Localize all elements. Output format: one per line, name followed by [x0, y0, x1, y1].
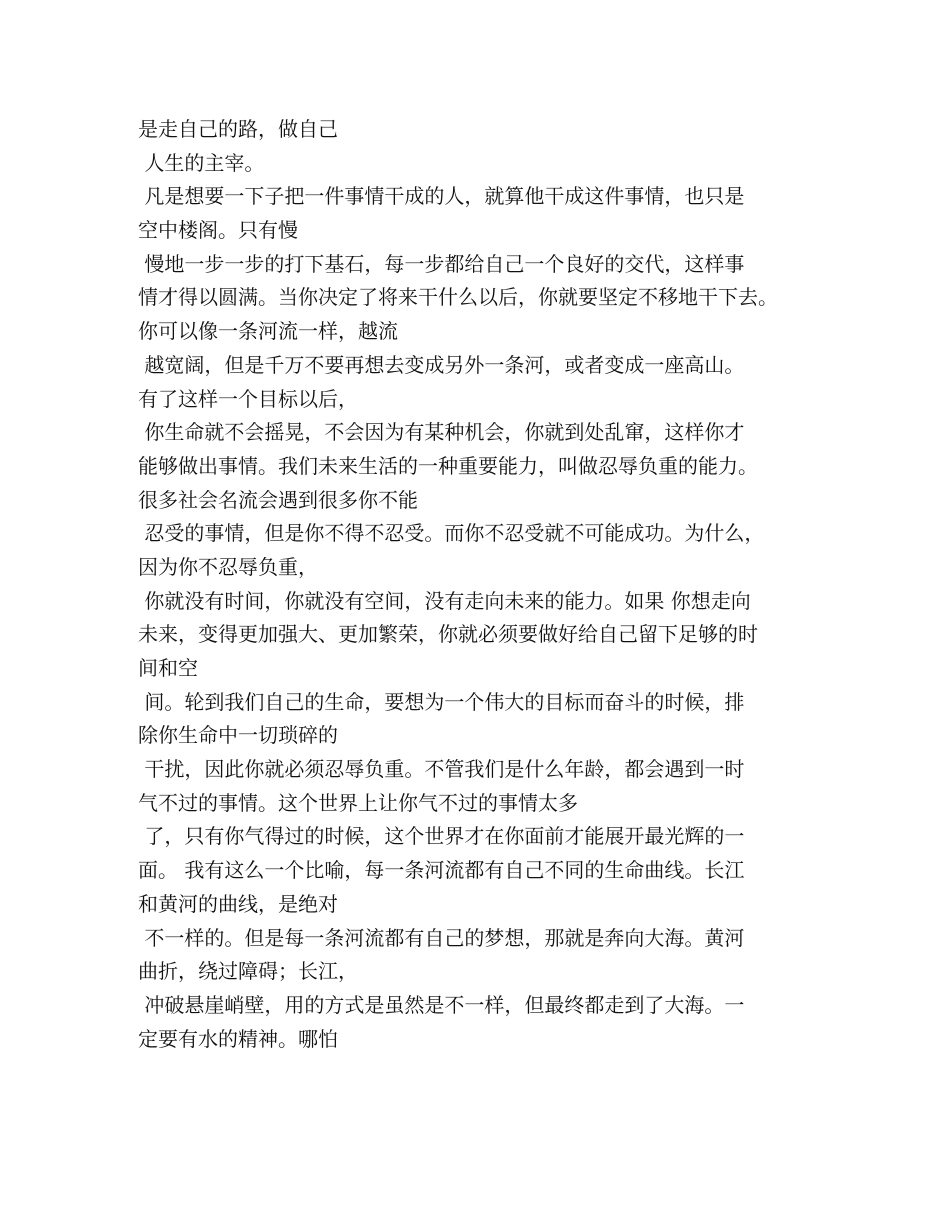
text-line: 曲折，绕过障碍；长江，	[138, 959, 358, 984]
text-line: 间和空	[138, 656, 198, 680]
text-line: 你就没有时间，你就没有空间，没有走向未来的能力。如果 你想走向	[138, 588, 751, 613]
text-line: 气不过的事情。这个世界上让你气不过的事情太多	[138, 790, 578, 815]
text-line: 因为你不忍辱负重，	[138, 554, 318, 579]
text-line: 有了这样一个目标以后，	[138, 386, 358, 411]
text-line: 空中楼阁。只有慢	[138, 218, 298, 243]
text-line: 情才得以圆满。当你决定了将来干什么以后，你就要坚定不移地干下去。	[138, 285, 778, 310]
body-text	[138, 113, 838, 1056]
text-line: 忍受的事情，但是你不得不忍受。而你不忍受就不可能成功。为什么，	[138, 521, 765, 546]
text-line: 能够做出事情。我们未来生活的一种重要能力，叫做忍辱负重的能力。	[138, 453, 758, 478]
text-line: 很多社会名流会遇到很多你不能	[138, 487, 418, 512]
text-line: 慢地一步一步的打下基石，每一步都给自己一个良好的交代，这样事	[138, 251, 745, 276]
text-line: 不一样的。但是每一条河流都有自己的梦想，那就是奔向大海。黄河	[138, 925, 745, 950]
text-line: 越宽阔，但是千万不要再想去变成另外一条河，或者变成一座高山。	[138, 352, 745, 377]
text-line: 未来，变得更加强大、更加繁荣，你就必须要做好给自己留下足够的时	[138, 622, 758, 647]
text-line: 面。 我有这么一个比喻，每一条河流都有自己不同的生命曲线。长江	[138, 858, 745, 883]
text-line: 冲破悬崖峭壁，用的方式是虽然是不一样，但最终都走到了大海。一	[138, 992, 745, 1017]
text-line: 是走自己的路，做自己	[138, 117, 338, 141]
text-line: 和黄河的曲线，是绝对	[138, 891, 338, 916]
text-line: 你生命就不会摇晃，不会因为有某种机会，你就到处乱窜，这样你才	[138, 420, 745, 445]
text-line: 定要有水的精神。哪怕	[138, 1026, 338, 1051]
text-line: 凡是想要一下子把一件事情干成的人，就算他干成这件事情，也只是	[138, 184, 745, 209]
text-line: 干扰，因此你就必须忍辱负重。不管我们是什么年龄，都会遇到一时	[138, 757, 745, 782]
text-line: 了，只有你气得过的时候，这个世界才在你面前才能展开最光辉的一	[138, 824, 745, 849]
text-line: 间。轮到我们自己的生命，要想为一个伟大的目标而奋斗的时候，排	[138, 689, 745, 714]
text-line: 人生的主宰。	[138, 150, 265, 175]
text-line: 除你生命中一切琐碎的	[138, 723, 338, 748]
text-line: 你可以像一条河流一样，越流	[138, 319, 398, 344]
